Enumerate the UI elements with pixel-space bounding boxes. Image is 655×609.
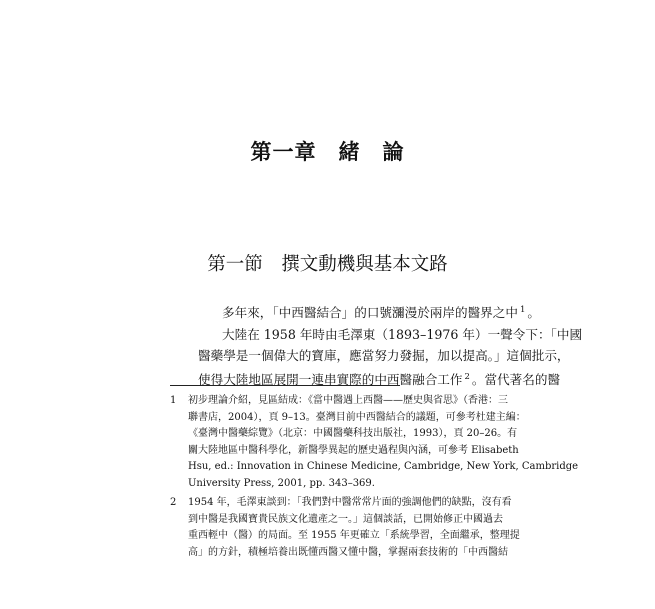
- footnote-line: 初步理論介紹，見區結成：《當中醫遇上西醫——歷史與省思》（香港：三: [188, 395, 508, 406]
- footnote-line: 到中醫是我國寶貴民族文化遺產之一。」這個談話，已開始修正中國過去: [188, 513, 503, 525]
- body-line: 大陸在 1958 年時由毛澤東（1893–1976 年）一聲令下：「中國: [222, 326, 583, 342]
- footnote-divider: [170, 385, 400, 386]
- body-paragraph: [198, 300, 540, 324]
- footnote-line: Hsu, ed.: Innovation in Chinese Medicine, Cambridge, New York, Cambridge: [188, 461, 579, 472]
- body-line: 多年來，「中西醫結合」的口號瀰漫於兩岸的醫界之中: [222, 305, 518, 320]
- footnote-2: [170, 495, 520, 561]
- footnote-ref-2: 2: [464, 371, 470, 382]
- body-paragraph: [198, 367, 561, 391]
- body-line: 使得大陸地區展開一連串實際的中西醫融合工作: [198, 371, 463, 387]
- body-line: 醫藥學是一個偉大的寶庫，應當努力發掘，加以提高。」這個批示，: [198, 348, 570, 363]
- footnote-line: 關大陸地區中醫科學化，新醫學異起的歷史過程與內涵，可參考 Elisabeth: [188, 444, 519, 456]
- body-text: [198, 300, 583, 390]
- section-title: 第一節 撰文動機與基本文路: [207, 254, 448, 275]
- body-line-end: 。當代著名的醫: [471, 371, 561, 387]
- footnote-line: 1954 年，毛澤東談到：「我們對中醫常常片面的強調他們的缺點，沒有看: [188, 497, 512, 508]
- body-paragraph: [198, 324, 583, 346]
- footnotes: [170, 393, 579, 561]
- footnote-line: 高」的方針，積極培養出既懂西醫又懂中醫，掌握兩套技術的「中西醫結: [188, 546, 508, 558]
- body-paragraph: [198, 345, 570, 367]
- footnote-line: 重西輕中（醫）的局面。至 1955 年更確立「系統學習，全面繼承，整理提: [188, 530, 520, 541]
- body-line-end: 。: [527, 305, 540, 320]
- footnote-ref-1: 1: [519, 305, 526, 315]
- footnote-line: 《臺灣中醫藥綜覽》（北京：中國醫藥科技出版社，1993），頁 20–26。有: [188, 428, 518, 439]
- footnote-number: 2: [170, 497, 177, 508]
- footnote-1: [170, 393, 579, 492]
- footnote-line: 聯書店，2004），頁 9–13。臺灣目前中西醫結合的議題，可參考杜建主編：: [188, 411, 526, 423]
- footnote-line: University Press, 2001, pp. 343–369.: [188, 477, 375, 489]
- chapter-title: 第一章 緒 論: [250, 139, 405, 164]
- footnote-number: 1: [170, 395, 177, 406]
